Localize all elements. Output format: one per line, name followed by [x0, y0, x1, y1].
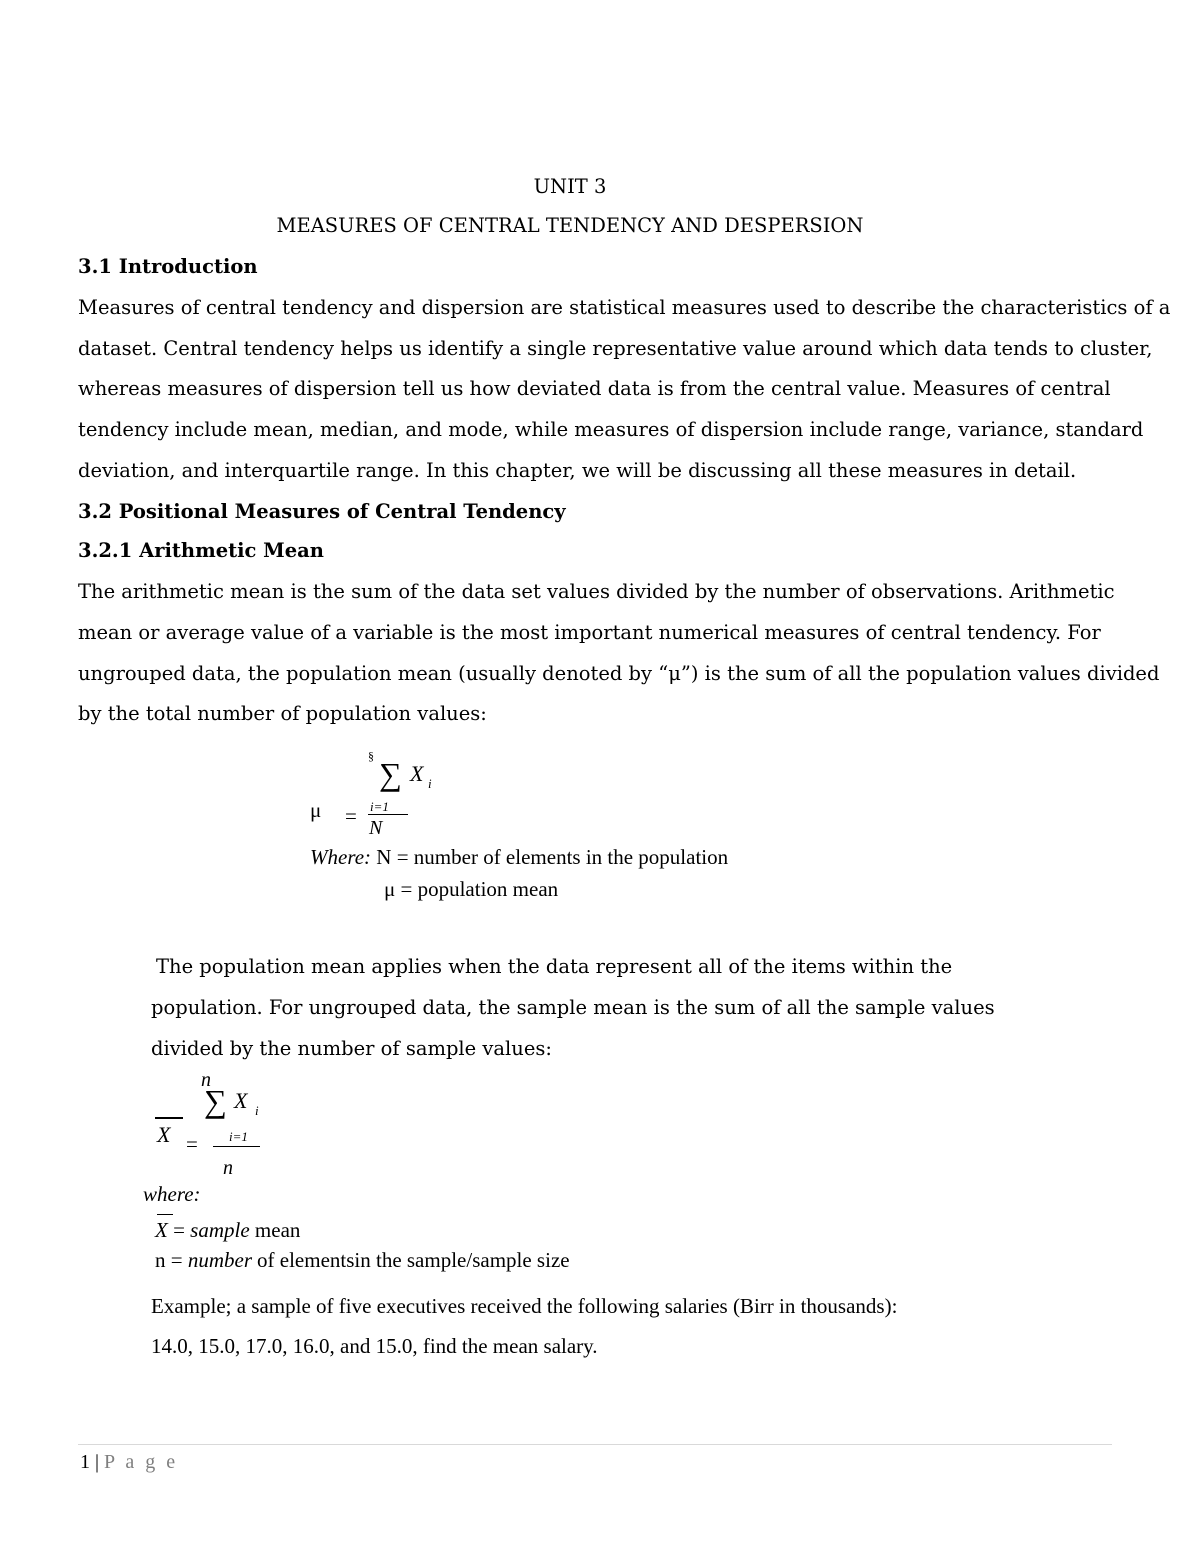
where-label: where:	[143, 1182, 201, 1206]
symbol-x: X	[155, 1218, 168, 1242]
symbol-n: n	[155, 1248, 166, 1272]
page-footer	[80, 1451, 178, 1474]
paragraph-line: Measures of central tendency and dispersion are statistical measures used to describe the characteristics of a	[78, 296, 1171, 319]
mean-overbar	[157, 1214, 173, 1215]
sample-mean-definition	[155, 1218, 300, 1242]
example-line: Example; a sample of five executives received the following salaries (Birr in thousands):	[151, 1294, 898, 1318]
paragraph-line: divided by the number of sample values:	[151, 1037, 552, 1060]
footer-divider	[78, 1444, 1112, 1445]
paragraph-line: mean or average value of a variable is the most important numerical measures of central tendency. For	[78, 621, 1101, 644]
equals-sign: =	[345, 804, 357, 828]
paragraph-line: by the total number of population values:	[78, 702, 487, 725]
sum-term: X	[410, 761, 424, 786]
unit-title: UNIT 3	[533, 175, 607, 198]
definition-italic: number	[187, 1248, 253, 1272]
paragraph-line: population. For ungrouped data, the sample mean is the sum of all the sample values	[151, 996, 995, 1019]
sum-term: X	[234, 1088, 248, 1113]
fraction-bar	[213, 1146, 260, 1147]
equals-sign: =	[186, 1132, 198, 1156]
chapter-title: MEASURES OF CENTRAL TENDENCY AND DESPERSION	[276, 214, 864, 237]
equals-sign: =	[170, 1248, 183, 1272]
population-mean-definition: μ = population mean	[384, 877, 559, 901]
sum-term-subscript: i	[428, 776, 432, 791]
definition-italic: sample	[190, 1218, 250, 1242]
sample-size-definition	[155, 1248, 570, 1272]
paragraph-line: The arithmetic mean is the sum of the data set values divided by the number of observations. Arithmetic	[78, 580, 1115, 603]
sum-lower-limit: i=1	[229, 1129, 248, 1144]
section-heading-introduction: 3.1 Introduction	[78, 255, 258, 278]
sigma-symbol: ∑	[204, 1083, 227, 1119]
equals-sign: =	[173, 1218, 185, 1242]
sum-lower-limit: i=1	[370, 799, 389, 814]
example-line: 14.0, 15.0, 17.0, 16.0, and 15.0, find the mean salary.	[151, 1334, 598, 1358]
definition-text: of elementsin the sample/sample size	[257, 1248, 570, 1272]
mean-overbar	[155, 1117, 183, 1119]
paragraph-line: dataset. Central tendency helps us identify a single representative value around which data tends to cluster,	[78, 337, 1153, 360]
definition-text: N = number of elements in the population	[376, 845, 729, 869]
definition-text: mean	[254, 1218, 301, 1242]
paragraph-line: ungrouped data, the population mean (usually denoted by “μ”) is the sum of all the population values divided	[78, 662, 1160, 685]
population-where-line	[310, 845, 728, 869]
sum-upper-limit: n	[201, 1069, 211, 1091]
paragraph-line: The population mean applies when the data represent all of the items within the	[156, 955, 953, 978]
fraction-bar	[368, 814, 408, 815]
denominator-n: N	[369, 817, 383, 839]
denominator-n: n	[223, 1157, 233, 1179]
paragraph-line: whereas measures of dispersion tell us how deviated data is from the central value. Measures of central	[78, 377, 1111, 400]
where-label: Where:	[310, 845, 372, 869]
sum-upper-limit: §	[368, 749, 374, 763]
sigma-symbol: ∑	[379, 756, 402, 792]
section-heading-arithmetic-mean: 3.2.1 Arithmetic Mean	[78, 539, 324, 562]
footer-separator: |	[95, 1451, 100, 1473]
page-number: 1	[80, 1451, 90, 1473]
sample-mean-symbol: X	[157, 1122, 171, 1147]
section-heading-positional: 3.2 Positional Measures of Central Tendency	[78, 500, 566, 523]
population-mean-symbol: μ	[310, 798, 322, 822]
sum-term-subscript: i	[255, 1103, 259, 1118]
paragraph-line: deviation, and interquartile range. In this chapter, we will be discussing all these measures in detail.	[78, 459, 1077, 482]
page-label: P a g e	[104, 1451, 179, 1473]
paragraph-line: tendency include mean, median, and mode, while measures of dispersion include range, variance, standard	[78, 418, 1144, 441]
